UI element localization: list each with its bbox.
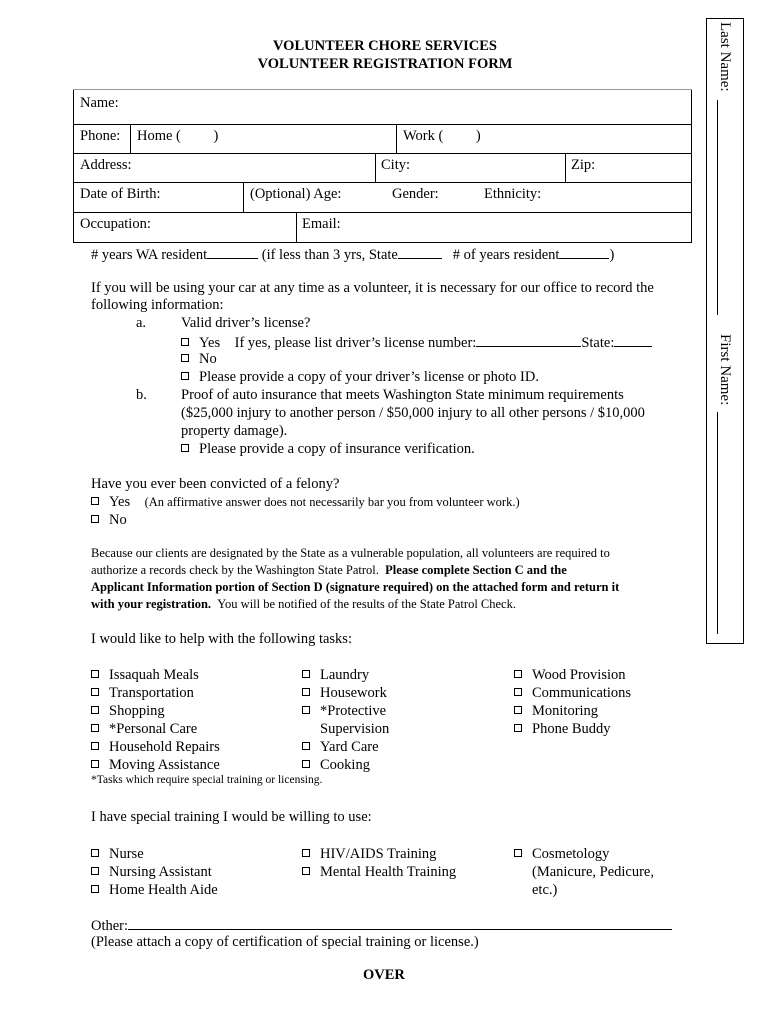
- task-item: [302, 756, 389, 774]
- col-divider: [375, 153, 376, 182]
- license-no-label: No: [199, 351, 217, 367]
- task-item: [302, 702, 389, 720]
- training-col-2: [302, 845, 456, 881]
- license-number-blank[interactable]: [476, 333, 581, 347]
- task-checkbox[interactable]: [91, 688, 99, 696]
- task-label: *Personal Care: [109, 721, 198, 737]
- insurance-text-3: property damage).: [181, 423, 288, 439]
- records-line-1: Because our clients are designated by the State as a vulnerable population, all volunteers are required to: [91, 546, 610, 560]
- felony-question: Have you ever been convicted of a felony?: [91, 476, 340, 492]
- task-label: Transportation: [109, 685, 194, 701]
- records-line-2: [91, 563, 567, 578]
- felony-yes-checkbox[interactable]: [91, 497, 99, 505]
- other-note: (Please attach a copy of certification of special training or license.): [91, 934, 479, 950]
- training-label: HIV/AIDS Training: [320, 846, 437, 862]
- email-field[interactable]: Email:: [302, 216, 341, 232]
- training-label-continued: (Manicure, Pedicure,: [532, 864, 654, 880]
- task-checkbox[interactable]: [91, 670, 99, 678]
- insurance-text-2: ($25,000 injury to another person / $50,000 injury to all other persons / $10,000: [181, 405, 645, 421]
- task-label: Household Repairs: [109, 739, 220, 755]
- task-checkbox[interactable]: [91, 760, 99, 768]
- training-item: [91, 863, 218, 881]
- city-field[interactable]: City:: [381, 157, 411, 173]
- felony-yes-row: [91, 494, 520, 511]
- table-top-double: [73, 89, 692, 90]
- task-item: [91, 756, 220, 774]
- dob-field[interactable]: Date of Birth:: [80, 186, 161, 202]
- task-label: Issaquah Meals: [109, 667, 199, 683]
- task-label: Wood Provision: [532, 667, 626, 683]
- license-state-blank[interactable]: [614, 333, 652, 347]
- row-divider: [73, 212, 692, 213]
- training-item: [91, 881, 218, 899]
- task-checkbox[interactable]: [514, 706, 522, 714]
- col-divider: [396, 124, 397, 153]
- form-title-line1: VOLUNTEER CHORE SERVICES: [273, 38, 497, 54]
- records-line-4: [91, 597, 516, 612]
- task-label: Laundry: [320, 667, 370, 683]
- task-checkbox[interactable]: [91, 724, 99, 732]
- license-copy-row: [181, 369, 539, 386]
- training-label: Cosmetology: [532, 846, 610, 862]
- name-label[interactable]: Name:: [80, 95, 119, 111]
- task-label: Housework: [320, 685, 387, 701]
- training-label: Home Health Aide: [109, 882, 218, 898]
- task-item: [91, 738, 220, 756]
- tasks-col-1: [91, 666, 220, 774]
- task-checkbox[interactable]: [514, 688, 522, 696]
- home-phone-field[interactable]: Home ( ): [137, 128, 219, 144]
- task-item: [302, 720, 389, 738]
- less-than-label: (if less than 3 yrs, State: [261, 247, 398, 263]
- training-checkbox[interactable]: [302, 849, 310, 857]
- task-item: [91, 702, 220, 720]
- task-item: [514, 666, 631, 684]
- task-label: *Protective: [320, 703, 387, 719]
- license-yes-label: Yes: [199, 335, 221, 351]
- task-checkbox[interactable]: [514, 724, 522, 732]
- form-title-line2: VOLUNTEER REGISTRATION FORM: [257, 56, 513, 72]
- tasks-col-3: [514, 666, 631, 738]
- felony-note: (An affirmative answer does not necessarily bar you from volunteer work.): [144, 495, 520, 509]
- training-col-3: [514, 845, 654, 899]
- gender-field[interactable]: Gender:: [392, 186, 439, 202]
- first-name-line[interactable]: [717, 412, 718, 634]
- ethnicity-field[interactable]: Ethnicity:: [484, 186, 542, 202]
- records-line-3: Applicant Information portion of Section D (signature required) on the attached form and return it: [91, 580, 620, 594]
- training-item: [514, 881, 654, 899]
- training-label-continued: etc.): [532, 882, 558, 898]
- tasks-col-2: [302, 666, 389, 774]
- years-resident-blank[interactable]: [559, 245, 609, 259]
- license-no-checkbox[interactable]: [181, 354, 189, 362]
- age-field[interactable]: (Optional) Age:: [250, 186, 342, 202]
- records-line-2a: authorize a records check by the Washington State Patrol.: [91, 563, 379, 577]
- row-divider: [73, 124, 692, 125]
- task-checkbox[interactable]: [302, 760, 310, 768]
- years-resident-label: # of years resident: [452, 247, 560, 263]
- task-label-continued: Supervision: [320, 721, 390, 737]
- side-name-strip: [706, 18, 744, 644]
- felony-yes-label: Yes: [109, 494, 131, 510]
- task-item: [302, 684, 389, 702]
- task-item: [514, 702, 631, 720]
- work-phone-field[interactable]: Work ( ): [403, 128, 481, 144]
- license-copy-checkbox[interactable]: [181, 372, 189, 380]
- training-label: Nursing Assistant: [109, 864, 212, 880]
- task-checkbox[interactable]: [302, 706, 310, 714]
- training-checkbox[interactable]: [91, 885, 99, 893]
- task-label: Yard Care: [320, 739, 379, 755]
- item-a-marker: a.: [136, 315, 147, 331]
- records-line-4b: You will be notified of the results of the State Patrol Check.: [217, 597, 516, 611]
- state-blank[interactable]: [398, 245, 442, 259]
- first-name-label: First Name:: [717, 334, 733, 406]
- task-checkbox[interactable]: [91, 706, 99, 714]
- training-label: Nurse: [109, 846, 144, 862]
- task-label: Moving Assistance: [109, 757, 220, 773]
- years-wa-label: # years WA resident: [91, 247, 208, 263]
- occupation-field[interactable]: Occupation:: [80, 216, 151, 232]
- insurance-text-1: Proof of auto insurance that meets Washington State minimum requirements: [181, 387, 624, 403]
- tasks-heading: I would like to help with the following tasks:: [91, 631, 352, 647]
- task-item: [91, 684, 220, 702]
- years-wa-blank[interactable]: [207, 245, 258, 259]
- close-paren: ): [609, 247, 615, 263]
- last-name-line[interactable]: [717, 100, 718, 315]
- tasks-footnote: *Tasks which require special training or licensing.: [91, 774, 323, 786]
- col-divider: [565, 153, 566, 182]
- other-label: Other:: [91, 918, 129, 934]
- records-line-4a: with your registration.: [91, 597, 212, 611]
- zip-field[interactable]: Zip:: [571, 157, 596, 173]
- task-item: [514, 720, 631, 738]
- training-col-1: [91, 845, 218, 899]
- training-checkbox[interactable]: [91, 867, 99, 875]
- phone-label: Phone:: [80, 128, 121, 144]
- task-label: Shopping: [109, 703, 165, 719]
- license-state-label: State:: [581, 335, 615, 351]
- training-checkbox[interactable]: [91, 849, 99, 857]
- task-item: [91, 666, 220, 684]
- training-label: Mental Health Training: [320, 864, 457, 880]
- training-heading: I have special training I would be willing to use:: [91, 809, 372, 825]
- task-label: Monitoring: [532, 703, 599, 719]
- other-row: [91, 916, 672, 935]
- insurance-copy-checkbox[interactable]: [181, 444, 189, 452]
- training-item: [91, 845, 218, 863]
- task-checkbox[interactable]: [514, 670, 522, 678]
- col-divider: [243, 182, 244, 212]
- row-divider: [73, 182, 692, 183]
- training-item: [514, 863, 654, 881]
- task-item: [302, 738, 389, 756]
- task-label: Cooking: [320, 757, 370, 773]
- residency-line: [91, 245, 614, 264]
- task-label: Communications: [532, 685, 632, 701]
- task-item: [302, 666, 389, 684]
- training-item: [514, 845, 654, 863]
- records-line-2b: Please complete Section C and the: [385, 563, 567, 577]
- training-checkbox[interactable]: [302, 867, 310, 875]
- car-intro-2: following information:: [91, 297, 224, 313]
- task-label: Phone Buddy: [532, 721, 611, 737]
- task-checkbox[interactable]: [302, 670, 310, 678]
- license-yes-checkbox[interactable]: [181, 338, 189, 346]
- insurance-copy-label: Please provide a copy of insurance verification.: [199, 441, 475, 457]
- training-checkbox[interactable]: [514, 849, 522, 857]
- felony-no-row: [91, 512, 127, 529]
- training-item: [302, 863, 456, 881]
- task-checkbox[interactable]: [91, 742, 99, 750]
- license-no-row: [181, 351, 217, 368]
- felony-no-label: No: [109, 512, 127, 528]
- other-blank[interactable]: [128, 916, 672, 930]
- last-name-label: Last Name:: [717, 22, 733, 92]
- task-checkbox[interactable]: [302, 688, 310, 696]
- license-yes-row: [181, 333, 652, 352]
- row-divider: [73, 153, 692, 154]
- license-copy-label: Please provide a copy of your driver’s license or photo ID.: [199, 369, 539, 385]
- license-question: Valid driver’s license?: [181, 315, 311, 331]
- insurance-copy-row: [181, 441, 475, 458]
- item-b-marker: b.: [136, 387, 147, 403]
- task-item: [91, 720, 220, 738]
- felony-no-checkbox[interactable]: [91, 515, 99, 523]
- training-item: [302, 845, 456, 863]
- col-divider: [296, 212, 297, 242]
- license-number-label: If yes, please list driver’s license number:: [234, 335, 477, 351]
- address-field[interactable]: Address:: [80, 157, 132, 173]
- over-label: OVER: [363, 967, 405, 983]
- col-divider: [130, 124, 131, 153]
- task-item: [514, 684, 631, 702]
- car-intro-1: If you will be using your car at any time as a volunteer, it is necessary for our office to record the: [91, 280, 654, 296]
- task-checkbox[interactable]: [302, 742, 310, 750]
